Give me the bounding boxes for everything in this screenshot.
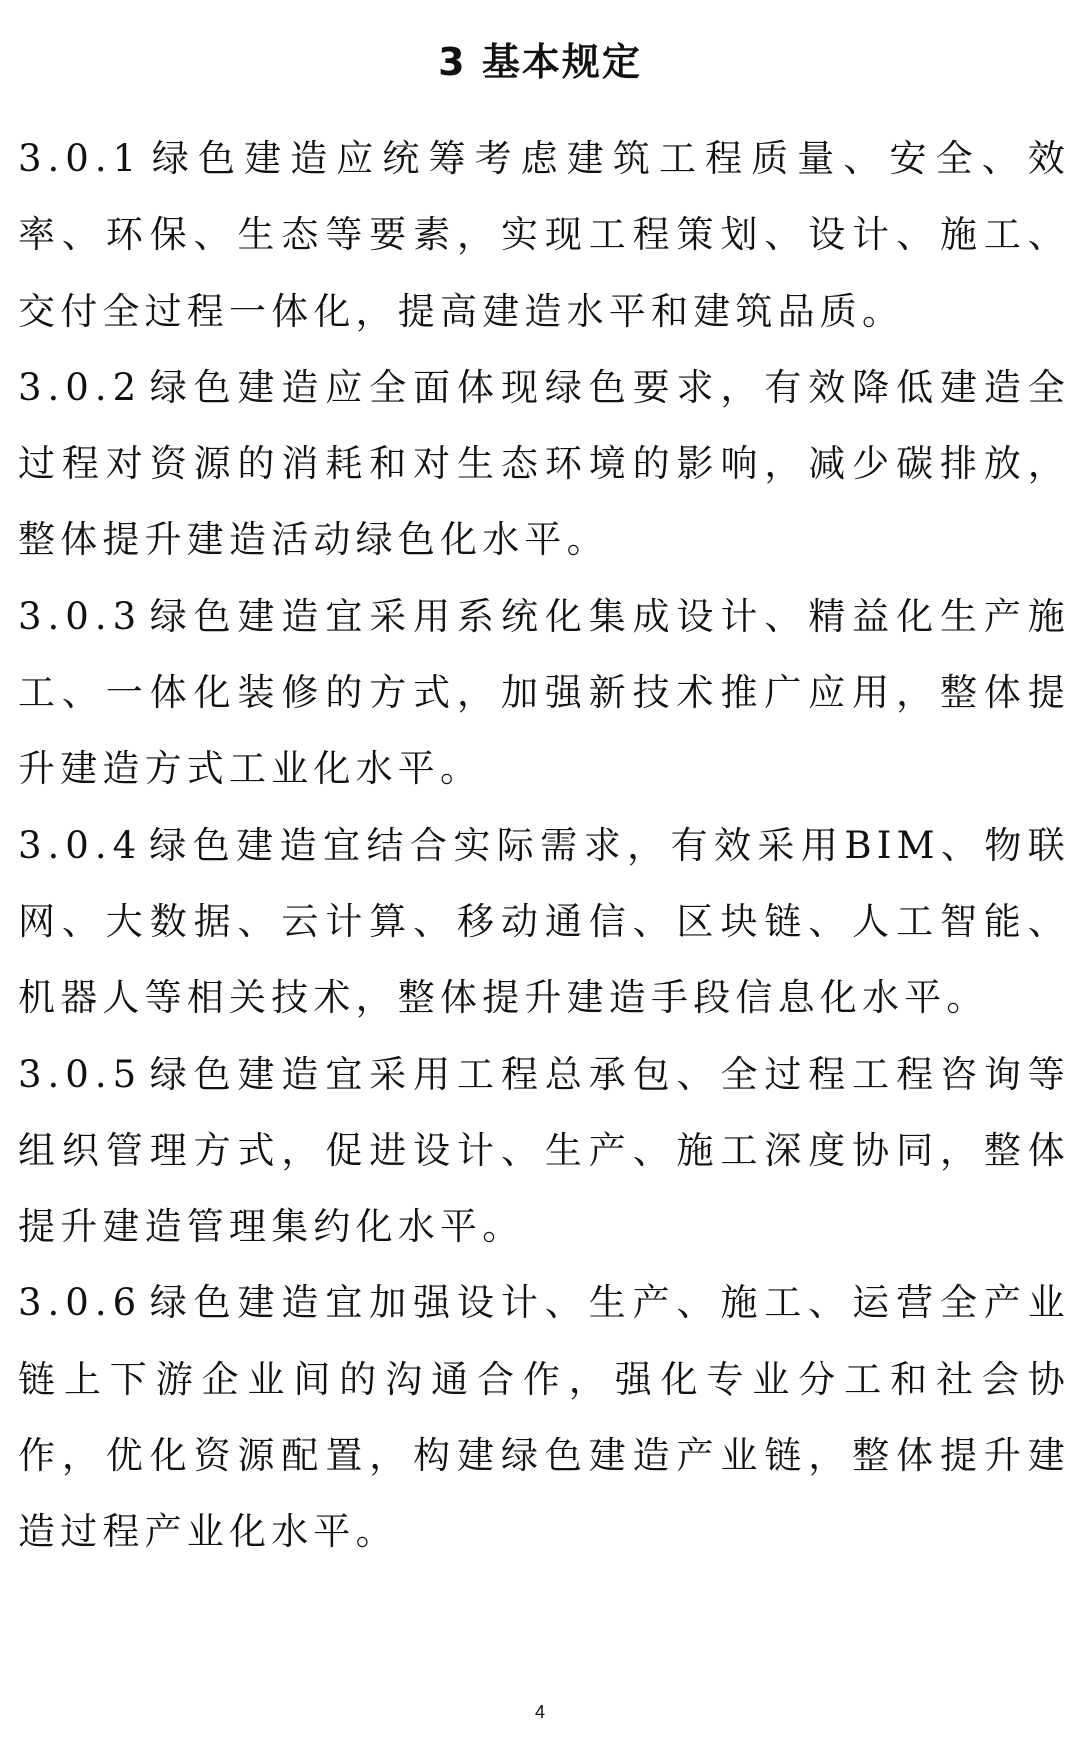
clause-3-0-1	[18, 121, 1070, 350]
clause-text: 绿色建造宜采用工程总承包、全过程工程咨询等组织管理方式，促进设计、生产、施工深度协同，整体提升建造管理集约化水平。	[18, 1052, 1070, 1249]
clause-3-0-2	[18, 350, 1070, 579]
clause-number: 3.0.6	[18, 1281, 143, 1325]
clause-text: 绿色建造宜结合实际需求，有效采用BIM、物联网、大数据、云计算、移动通信、区块链、人工智能、机器人等相关技术，整体提升建造手段信息化水平。	[18, 823, 1070, 1020]
clause-number: 3.0.3	[18, 594, 143, 638]
clause-text: 绿色建造应统筹考虑建筑工程质量、安全、效率、环保、生态等要素，实现工程策划、设计、施工、交付全过程一体化，提高建造水平和建筑品质。	[18, 137, 1070, 333]
clause-text: 绿色建造宜采用系统化集成设计、精益化生产施工、一体化装修的方式，加强新技术推广应用，整体提升建造方式工业化水平。	[18, 594, 1070, 791]
clause-number: 3.0.2	[18, 365, 143, 409]
clause-3-0-4	[18, 808, 1070, 1037]
clause-number: 3.0.1	[18, 137, 143, 180]
clause-3-0-5	[18, 1037, 1070, 1266]
page-number: 4	[534, 1702, 545, 1722]
clause-3-0-3	[18, 579, 1070, 808]
clause-text: 绿色建造宜加强设计、生产、施工、运营全产业链上下游企业间的沟通合作，强化专业分工和社会协作，优化资源配置，构建绿色建造产业链，整体提升建造过程产业化水平。	[18, 1281, 1070, 1554]
clause-number: 3.0.5	[18, 1052, 143, 1096]
clause-text: 绿色建造应全面体现绿色要求，有效降低建造全过程对资源的消耗和对生态环境的影响，减少碳排放，整体提升建造活动绿色化水平。	[18, 365, 1070, 562]
clause-3-0-6	[18, 1265, 1070, 1570]
section-title: 3 基本规定	[438, 40, 642, 85]
clause-number: 3.0.4	[18, 823, 143, 867]
section-body	[18, 121, 1070, 1571]
